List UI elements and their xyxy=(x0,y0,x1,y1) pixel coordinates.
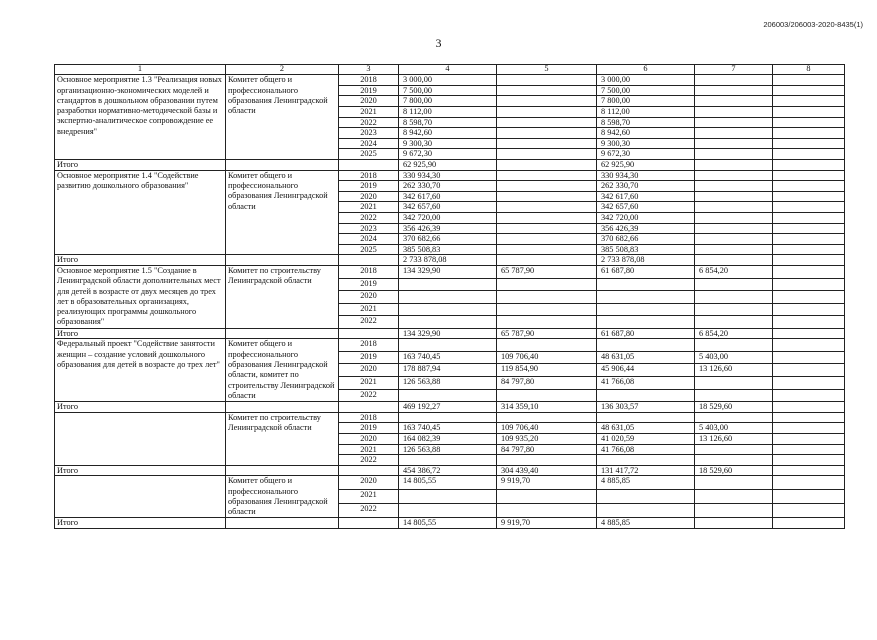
empty-cell xyxy=(226,465,339,476)
year-cell: 2022 xyxy=(339,213,399,224)
amount-cell xyxy=(597,303,695,316)
empty-cell xyxy=(339,465,399,476)
amount-cell xyxy=(597,389,695,402)
total-amount-cell: 314 359,10 xyxy=(497,402,597,413)
total-row xyxy=(55,328,845,339)
executor-cell: Комитет общего и профессионального образования Ленинградской области, комитет по строительству Ленинградской области xyxy=(226,339,339,402)
amount-cell xyxy=(773,191,845,202)
page-number: 3 xyxy=(435,36,442,50)
year-cell: 2020 xyxy=(339,291,399,304)
amount-cell: 330 934,30 xyxy=(399,170,497,181)
amount-cell xyxy=(399,504,497,518)
amount-cell: 9 672,30 xyxy=(597,149,695,160)
amount-cell xyxy=(399,303,497,316)
amount-cell: 45 906,44 xyxy=(597,364,695,377)
amount-cell xyxy=(773,85,845,96)
executor-cell: Комитет по строительству Ленинградской области xyxy=(226,412,339,465)
amount-cell xyxy=(773,444,845,455)
amount-cell: 8 112,00 xyxy=(597,107,695,118)
amount-cell xyxy=(695,316,773,329)
amount-cell xyxy=(497,303,597,316)
amount-cell xyxy=(773,138,845,149)
total-amount-cell xyxy=(695,255,773,266)
total-amount-cell xyxy=(695,160,773,171)
total-amount-cell xyxy=(497,255,597,266)
year-cell: 2019 xyxy=(339,278,399,291)
amount-cell xyxy=(773,96,845,107)
amount-cell: 41 020,59 xyxy=(597,433,695,444)
amount-cell: 330 934,30 xyxy=(597,170,695,181)
amount-cell xyxy=(695,128,773,139)
amount-cell: 13 126,60 xyxy=(695,433,773,444)
amount-cell xyxy=(773,423,845,434)
amount-cell: 48 631,05 xyxy=(597,423,695,434)
amount-cell: 7 800,00 xyxy=(399,96,497,107)
amount-cell xyxy=(695,96,773,107)
table-row xyxy=(55,339,845,352)
amount-cell xyxy=(773,181,845,192)
amount-cell xyxy=(695,377,773,390)
amount-cell: 13 126,60 xyxy=(695,364,773,377)
amount-cell xyxy=(773,316,845,329)
amount-cell xyxy=(597,278,695,291)
column-header: 3 xyxy=(339,65,399,75)
empty-cell xyxy=(226,402,339,413)
table-row xyxy=(55,170,845,181)
amount-cell xyxy=(497,291,597,304)
year-cell: 2020 xyxy=(339,476,399,490)
table-row xyxy=(55,412,845,423)
amount-cell xyxy=(695,244,773,255)
amount-cell xyxy=(497,149,597,160)
amount-cell: 342 617,60 xyxy=(399,191,497,202)
amount-cell xyxy=(773,117,845,128)
amount-cell: 342 617,60 xyxy=(597,191,695,202)
amount-cell xyxy=(695,107,773,118)
amount-cell: 356 426,39 xyxy=(399,223,497,234)
amount-cell xyxy=(773,213,845,224)
table-row xyxy=(55,476,845,490)
amount-cell xyxy=(695,278,773,291)
amount-cell xyxy=(773,265,845,278)
total-amount-cell: 18 529,60 xyxy=(695,465,773,476)
amount-cell xyxy=(773,476,845,490)
executor-cell: Комитет общего и профессионального образования Ленинградской области xyxy=(226,476,339,518)
amount-cell xyxy=(497,316,597,329)
total-row xyxy=(55,402,845,413)
total-amount-cell: 454 386,72 xyxy=(399,465,497,476)
amount-cell xyxy=(399,291,497,304)
empty-cell xyxy=(226,328,339,339)
amount-cell xyxy=(497,138,597,149)
amount-cell xyxy=(773,412,845,423)
amount-cell: 3 000,00 xyxy=(399,75,497,86)
empty-cell xyxy=(226,255,339,266)
year-cell: 2023 xyxy=(339,128,399,139)
amount-cell xyxy=(497,213,597,224)
amount-cell xyxy=(695,202,773,213)
total-amount-cell: 469 192,27 xyxy=(399,402,497,413)
amount-cell xyxy=(497,96,597,107)
year-cell: 2021 xyxy=(339,444,399,455)
amount-cell: 41 766,08 xyxy=(597,444,695,455)
year-cell: 2018 xyxy=(339,265,399,278)
amount-cell xyxy=(695,181,773,192)
amount-cell: 385 508,83 xyxy=(399,244,497,255)
amount-cell: 8 598,70 xyxy=(597,117,695,128)
year-cell: 2021 xyxy=(339,303,399,316)
amount-cell xyxy=(497,389,597,402)
amount-cell: 134 329,90 xyxy=(399,265,497,278)
year-cell: 2020 xyxy=(339,433,399,444)
amount-cell xyxy=(497,504,597,518)
total-amount-cell xyxy=(773,328,845,339)
column-header: 4 xyxy=(399,65,497,75)
year-cell: 2022 xyxy=(339,389,399,402)
amount-cell: 3 000,00 xyxy=(597,75,695,86)
activity-description xyxy=(55,476,226,518)
year-cell: 2019 xyxy=(339,85,399,96)
executor-cell: Комитет общего и профессионального образования Ленинградской области xyxy=(226,75,339,160)
amount-cell: 163 740,45 xyxy=(399,351,497,364)
amount-cell xyxy=(695,75,773,86)
amount-cell: 262 330,70 xyxy=(597,181,695,192)
table-row xyxy=(55,75,845,86)
amount-cell: 61 687,80 xyxy=(597,265,695,278)
empty-cell xyxy=(226,518,339,529)
amount-cell: 9 672,30 xyxy=(399,149,497,160)
amount-cell xyxy=(597,291,695,304)
total-amount-cell xyxy=(773,518,845,529)
total-amount-cell: 304 439,40 xyxy=(497,465,597,476)
year-cell: 2022 xyxy=(339,117,399,128)
total-label: Итого xyxy=(55,255,226,266)
amount-cell xyxy=(695,490,773,504)
amount-cell: 356 426,39 xyxy=(597,223,695,234)
amount-cell xyxy=(399,412,497,423)
amount-cell: 119 854,90 xyxy=(497,364,597,377)
amount-cell: 84 797,80 xyxy=(497,444,597,455)
amount-cell: 262 330,70 xyxy=(399,181,497,192)
amount-cell xyxy=(497,339,597,352)
total-row xyxy=(55,465,845,476)
total-label: Итого xyxy=(55,160,226,171)
amount-cell xyxy=(695,444,773,455)
amount-cell: 7 500,00 xyxy=(597,85,695,96)
amount-cell xyxy=(497,170,597,181)
amount-cell xyxy=(695,170,773,181)
amount-cell xyxy=(695,412,773,423)
year-cell: 2020 xyxy=(339,96,399,107)
year-cell: 2019 xyxy=(339,351,399,364)
year-cell: 2018 xyxy=(339,170,399,181)
year-cell: 2022 xyxy=(339,316,399,329)
amount-cell xyxy=(773,303,845,316)
year-cell: 2022 xyxy=(339,455,399,466)
amount-cell: 8 598,70 xyxy=(399,117,497,128)
total-amount-cell: 61 687,80 xyxy=(597,328,695,339)
amount-cell xyxy=(773,389,845,402)
amount-cell xyxy=(497,412,597,423)
amount-cell: 8 112,00 xyxy=(399,107,497,118)
amount-cell xyxy=(497,223,597,234)
amount-cell: 370 682,66 xyxy=(597,234,695,245)
total-row xyxy=(55,160,845,171)
amount-cell xyxy=(695,303,773,316)
total-row xyxy=(55,518,845,529)
executor-cell: Комитет по строительству Ленинградской области xyxy=(226,265,339,328)
amount-cell xyxy=(399,490,497,504)
amount-cell xyxy=(773,170,845,181)
amount-cell xyxy=(695,138,773,149)
year-cell: 2019 xyxy=(339,181,399,192)
year-cell: 2018 xyxy=(339,339,399,352)
amount-cell xyxy=(773,364,845,377)
amount-cell xyxy=(695,455,773,466)
amount-cell xyxy=(497,75,597,86)
amount-cell xyxy=(695,191,773,202)
total-amount-cell xyxy=(773,465,845,476)
year-cell: 2018 xyxy=(339,412,399,423)
amount-cell xyxy=(497,181,597,192)
empty-cell xyxy=(339,402,399,413)
amount-cell: 385 508,83 xyxy=(597,244,695,255)
amount-cell xyxy=(497,107,597,118)
amount-cell: 109 706,40 xyxy=(497,351,597,364)
executor-cell: Комитет общего и профессионального образования Ленинградской области xyxy=(226,170,339,255)
amount-cell: 6 854,20 xyxy=(695,265,773,278)
year-cell: 2021 xyxy=(339,107,399,118)
year-cell: 2024 xyxy=(339,138,399,149)
amount-cell: 14 805,55 xyxy=(399,476,497,490)
table-row xyxy=(55,265,845,278)
amount-cell: 126 563,88 xyxy=(399,444,497,455)
amount-cell: 178 887,94 xyxy=(399,364,497,377)
total-amount-cell: 62 925,90 xyxy=(597,160,695,171)
amount-cell xyxy=(597,316,695,329)
amount-cell: 8 942,60 xyxy=(399,128,497,139)
total-label: Итого xyxy=(55,465,226,476)
amount-cell: 9 300,30 xyxy=(597,138,695,149)
amount-cell: 9 919,70 xyxy=(497,476,597,490)
total-amount-cell xyxy=(773,160,845,171)
amount-cell xyxy=(497,117,597,128)
total-amount-cell xyxy=(773,402,845,413)
amount-cell xyxy=(399,339,497,352)
amount-cell: 109 706,40 xyxy=(497,423,597,434)
budget-table xyxy=(54,64,845,529)
amount-cell xyxy=(695,149,773,160)
amount-cell xyxy=(497,490,597,504)
amount-cell xyxy=(773,455,845,466)
activity-description: Федеральный проект "Содействие занятости женщин – создание условий дошкольного образования для детей в возрасте до трех лет" xyxy=(55,339,226,402)
total-label: Итого xyxy=(55,328,226,339)
amount-cell xyxy=(497,202,597,213)
amount-cell xyxy=(695,339,773,352)
amount-cell xyxy=(695,389,773,402)
amount-cell: 342 657,60 xyxy=(399,202,497,213)
amount-cell: 126 563,88 xyxy=(399,377,497,390)
total-amount-cell: 2 733 878,08 xyxy=(597,255,695,266)
amount-cell xyxy=(773,504,845,518)
year-cell: 2020 xyxy=(339,191,399,202)
amount-cell: 164 082,39 xyxy=(399,433,497,444)
amount-cell: 7 800,00 xyxy=(597,96,695,107)
total-amount-cell xyxy=(497,160,597,171)
amount-cell xyxy=(773,149,845,160)
amount-cell: 9 300,30 xyxy=(399,138,497,149)
amount-cell xyxy=(695,117,773,128)
amount-cell: 8 942,60 xyxy=(597,128,695,139)
amount-cell xyxy=(597,412,695,423)
amount-cell xyxy=(399,389,497,402)
year-cell: 2023 xyxy=(339,223,399,234)
column-header: 5 xyxy=(497,65,597,75)
amount-cell: 48 631,05 xyxy=(597,351,695,364)
amount-cell: 5 403,00 xyxy=(695,351,773,364)
amount-cell xyxy=(399,316,497,329)
amount-cell: 4 885,85 xyxy=(597,476,695,490)
total-amount-cell: 136 303,57 xyxy=(597,402,695,413)
total-amount-cell: 14 805,55 xyxy=(399,518,497,529)
amount-cell: 370 682,66 xyxy=(399,234,497,245)
year-cell: 2018 xyxy=(339,75,399,86)
year-cell: 2021 xyxy=(339,377,399,390)
amount-cell: 7 500,00 xyxy=(399,85,497,96)
amount-cell xyxy=(773,107,845,118)
activity-description: Основное мероприятие 1.3 "Реализация новых организационно-экономических моделей и стандартов в дошкольном образовании путем разработки нормативно-методической базы и экспертно-аналитическое сопровождение ее внедрения" xyxy=(55,75,226,160)
total-label: Итого xyxy=(55,402,226,413)
year-cell: 2022 xyxy=(339,504,399,518)
empty-cell xyxy=(339,518,399,529)
total-amount-cell: 65 787,90 xyxy=(497,328,597,339)
amount-cell: 84 797,80 xyxy=(497,377,597,390)
amount-cell: 41 766,08 xyxy=(597,377,695,390)
amount-cell xyxy=(773,223,845,234)
amount-cell xyxy=(597,339,695,352)
year-cell: 2021 xyxy=(339,202,399,213)
amount-cell xyxy=(773,202,845,213)
year-cell: 2025 xyxy=(339,244,399,255)
amount-cell xyxy=(497,128,597,139)
amount-cell xyxy=(773,291,845,304)
amount-cell: 109 935,20 xyxy=(497,433,597,444)
amount-cell xyxy=(695,85,773,96)
year-cell: 2021 xyxy=(339,490,399,504)
amount-cell xyxy=(695,476,773,490)
amount-cell xyxy=(695,504,773,518)
year-cell: 2025 xyxy=(339,149,399,160)
empty-cell xyxy=(339,255,399,266)
amount-cell: 342 720,00 xyxy=(399,213,497,224)
amount-cell xyxy=(695,223,773,234)
year-cell: 2024 xyxy=(339,234,399,245)
column-header: 6 xyxy=(597,65,695,75)
year-cell: 2020 xyxy=(339,364,399,377)
amount-cell: 342 720,00 xyxy=(597,213,695,224)
amount-cell xyxy=(773,75,845,86)
amount-cell xyxy=(773,377,845,390)
amount-cell xyxy=(597,455,695,466)
amount-cell xyxy=(773,433,845,444)
total-amount-cell: 18 529,60 xyxy=(695,402,773,413)
amount-cell xyxy=(497,244,597,255)
table-body xyxy=(55,65,845,529)
column-header: 1 xyxy=(55,65,226,75)
total-amount-cell: 4 885,85 xyxy=(597,518,695,529)
amount-cell: 342 657,60 xyxy=(597,202,695,213)
total-amount-cell: 6 854,20 xyxy=(695,328,773,339)
empty-cell xyxy=(339,160,399,171)
total-amount-cell: 62 925,90 xyxy=(399,160,497,171)
amount-cell xyxy=(497,234,597,245)
amount-cell: 5 403,00 xyxy=(695,423,773,434)
activity-description: Основное мероприятие 1.5 "Создание в Ленинградской области дополнительных мест для детей в возрасте от двух месяцев до трех лет в образовательных организациях, реализующих программы дошкольного образования" xyxy=(55,265,226,328)
empty-cell xyxy=(226,160,339,171)
amount-cell xyxy=(399,278,497,291)
year-cell: 2019 xyxy=(339,423,399,434)
amount-cell xyxy=(695,234,773,245)
amount-cell xyxy=(497,455,597,466)
amount-cell xyxy=(695,213,773,224)
amount-cell xyxy=(399,455,497,466)
amount-cell xyxy=(497,191,597,202)
amount-cell xyxy=(773,128,845,139)
amount-cell xyxy=(773,490,845,504)
column-header: 8 xyxy=(773,65,845,75)
column-header: 2 xyxy=(226,65,339,75)
empty-cell xyxy=(339,328,399,339)
amount-cell xyxy=(597,490,695,504)
amount-cell xyxy=(497,85,597,96)
amount-cell xyxy=(773,351,845,364)
total-amount-cell: 131 417,72 xyxy=(597,465,695,476)
total-amount-cell xyxy=(773,255,845,266)
amount-cell: 163 740,45 xyxy=(399,423,497,434)
amount-cell xyxy=(773,339,845,352)
total-amount-cell: 134 329,90 xyxy=(399,328,497,339)
total-amount-cell xyxy=(695,518,773,529)
total-amount-cell: 2 733 878,08 xyxy=(399,255,497,266)
amount-cell xyxy=(773,278,845,291)
activity-description: Основное мероприятие 1.4 "Содействие развитию дошкольного образования" xyxy=(55,170,226,255)
amount-cell: 65 787,90 xyxy=(497,265,597,278)
total-amount-cell: 9 919,70 xyxy=(497,518,597,529)
amount-cell xyxy=(773,234,845,245)
column-header: 7 xyxy=(695,65,773,75)
amount-cell xyxy=(773,244,845,255)
amount-cell xyxy=(597,504,695,518)
document-id: 206003/206003-2020-8435(1) xyxy=(763,20,863,29)
total-row xyxy=(55,255,845,266)
column-header-row xyxy=(55,65,845,75)
amount-cell xyxy=(695,291,773,304)
total-label: Итого xyxy=(55,518,226,529)
activity-description xyxy=(55,412,226,465)
amount-cell xyxy=(497,278,597,291)
